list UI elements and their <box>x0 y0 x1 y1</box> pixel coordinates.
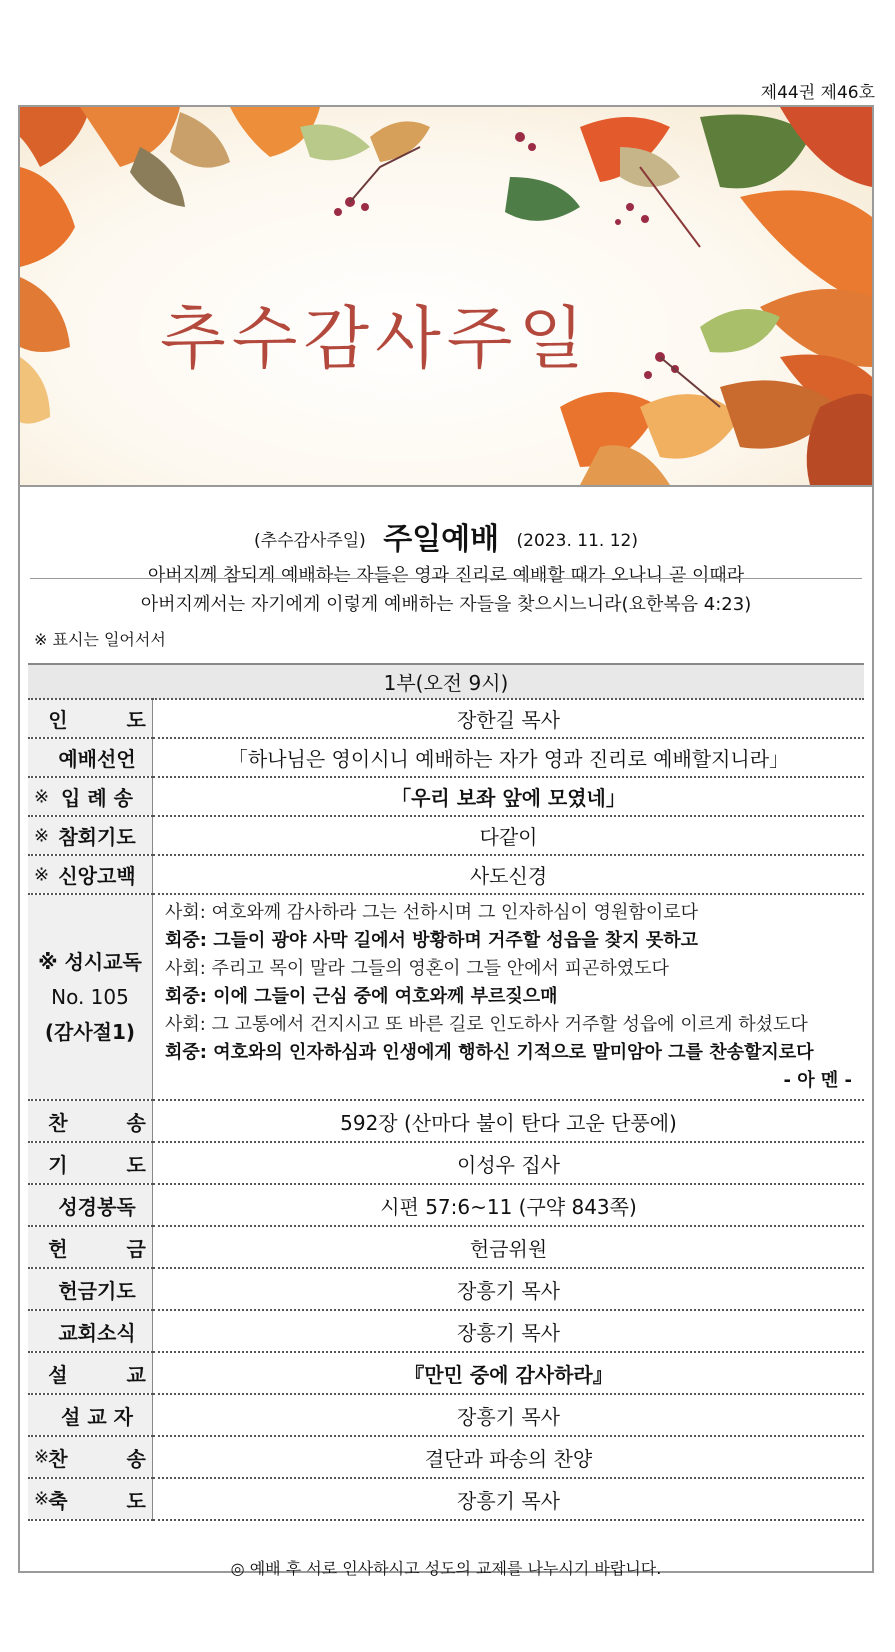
order-value: 시편 57:6~11 (구약 843쪽) <box>153 1184 865 1226</box>
order-value: 「하나님은 영이시니 예배하는 자가 영과 진리로 예배할지니라」 <box>153 738 865 777</box>
footer-note: ◎ 예배 후 서로 인사하시고 성도의 교제를 나누시기 바랍니다. <box>230 1559 662 1578</box>
order-label: ※ 입 례 송 <box>28 777 153 816</box>
order-label: 교회소식 <box>28 1310 153 1352</box>
order-value: 다같이 <box>153 816 865 855</box>
reading-line: 사회: 그 고통에서 건지시고 또 바른 길로 인도하사 거주할 성읍에 이르게 하셨도다 <box>165 1014 808 1035</box>
order-row <box>28 1436 864 1478</box>
reading-line: 회중: 여호와의 인자하심과 인생에게 행하신 기적으로 말미암아 그를 찬송할지로다 <box>165 1042 814 1063</box>
part-title: 1부(오전 9시) <box>28 664 864 699</box>
sermon-title: 『만민 중에 감사하라』 <box>153 1352 865 1394</box>
order-label: ※ 축 도 <box>28 1478 153 1520</box>
order-row <box>28 1352 864 1394</box>
reading-line: 사회: 여호와께 감사하라 그는 선하시며 그 인자하심이 영원함이로다 <box>165 902 698 923</box>
order-label: 헌 금 <box>28 1226 153 1268</box>
service-date: (2023. 11. 12) <box>516 531 638 551</box>
order-label: 성경봉독 <box>28 1184 153 1226</box>
verse-line-2: 아버지께서는 자기에게 이렇게 예배하는 자들을 찾으시느니라(요한복음 4:23) <box>140 594 752 615</box>
order-row <box>28 1142 864 1184</box>
reading-label-1: ※ 성시교독 <box>38 949 142 974</box>
order-value: 592장 (산마다 불이 탄다 고운 단풍에) <box>153 1100 865 1142</box>
order-row <box>28 1100 864 1142</box>
service-title-line <box>20 511 872 555</box>
order-value: 이성우 집사 <box>153 1142 865 1184</box>
order-value: 장흥기 목사 <box>153 1268 865 1310</box>
bulletin-frame <box>18 105 874 1578</box>
part-header-row <box>28 664 864 699</box>
amen: - 아 멘 - <box>783 1070 852 1091</box>
order-row <box>28 1310 864 1352</box>
standing-mark: ※ <box>34 825 50 846</box>
reading-line: 사회: 주리고 목이 말라 그들의 영혼이 그들 안에서 피곤하였도다 <box>165 958 669 979</box>
order-row <box>28 777 864 816</box>
reading-text <box>153 894 865 1100</box>
order-value: 사도신경 <box>153 855 865 894</box>
order-row <box>28 1394 864 1436</box>
service-title: 주일예배 <box>383 522 500 557</box>
order-row <box>28 1226 864 1268</box>
order-value: 장흥기 목사 <box>153 1310 865 1352</box>
order-row <box>28 816 864 855</box>
order-value: 장흥기 목사 <box>153 1478 865 1520</box>
standing-mark: ※ <box>34 1446 50 1468</box>
order-label: 설 교 <box>28 1352 153 1394</box>
reading-label-3: (감사절1) <box>44 1019 136 1044</box>
reading-number: No. 105 <box>51 984 129 1009</box>
order-label: ※ 신앙고백 <box>28 855 153 894</box>
service-prefix: (추수감사주일) <box>254 531 366 551</box>
order-row <box>28 699 864 738</box>
order-label: 찬 송 <box>28 1100 153 1142</box>
reading-line: 회중: 그들이 광야 사막 길에서 방황하며 거주할 성읍을 찾지 못하고 <box>165 930 699 951</box>
standing-mark: ※ <box>34 864 50 885</box>
order-value: 「우리 보좌 앞에 모였네」 <box>153 777 865 816</box>
order-label: 예배선언 <box>28 738 153 777</box>
order-row <box>28 1268 864 1310</box>
order-row <box>28 855 864 894</box>
order-row <box>28 738 864 777</box>
banner <box>20 107 872 487</box>
order-label: 기 도 <box>28 1142 153 1184</box>
order-label: 설 교 자 <box>28 1394 153 1436</box>
order-label: ※ 참회기도 <box>28 816 153 855</box>
service-header <box>20 487 872 619</box>
order-value: 장한길 목사 <box>153 699 865 738</box>
order-row <box>28 1184 864 1226</box>
order-of-worship <box>28 663 864 1521</box>
order-value: 장흥기 목사 <box>153 1394 865 1436</box>
standing-mark: ※ <box>34 786 50 807</box>
order-value: 헌금위원 <box>153 1226 865 1268</box>
order-label: ※ 찬 송 <box>28 1436 153 1478</box>
responsive-reading-row <box>28 894 864 1100</box>
reading-label <box>28 894 153 1100</box>
standing-note: ※ 표시는 일어서서 <box>34 630 166 649</box>
verse-line-1: 아버지께 참되게 예배하는 자들은 영과 진리로 예배할 때가 오나니 곧 이때라 <box>147 565 745 586</box>
order-row <box>28 1478 864 1520</box>
divider <box>30 578 862 579</box>
banner-title: 추수감사주일 <box>160 300 591 379</box>
standing-mark: ※ <box>34 1488 50 1510</box>
order-label: 헌금기도 <box>28 1268 153 1310</box>
order-label: 인 도 <box>28 699 153 738</box>
reading-line: 회중: 이에 그들이 근심 중에 여호와께 부르짖으매 <box>165 986 558 1007</box>
volume-number: 제44권 제46호 <box>760 83 875 103</box>
order-value: 결단과 파송의 찬양 <box>153 1436 865 1478</box>
theme-verse <box>20 561 872 619</box>
